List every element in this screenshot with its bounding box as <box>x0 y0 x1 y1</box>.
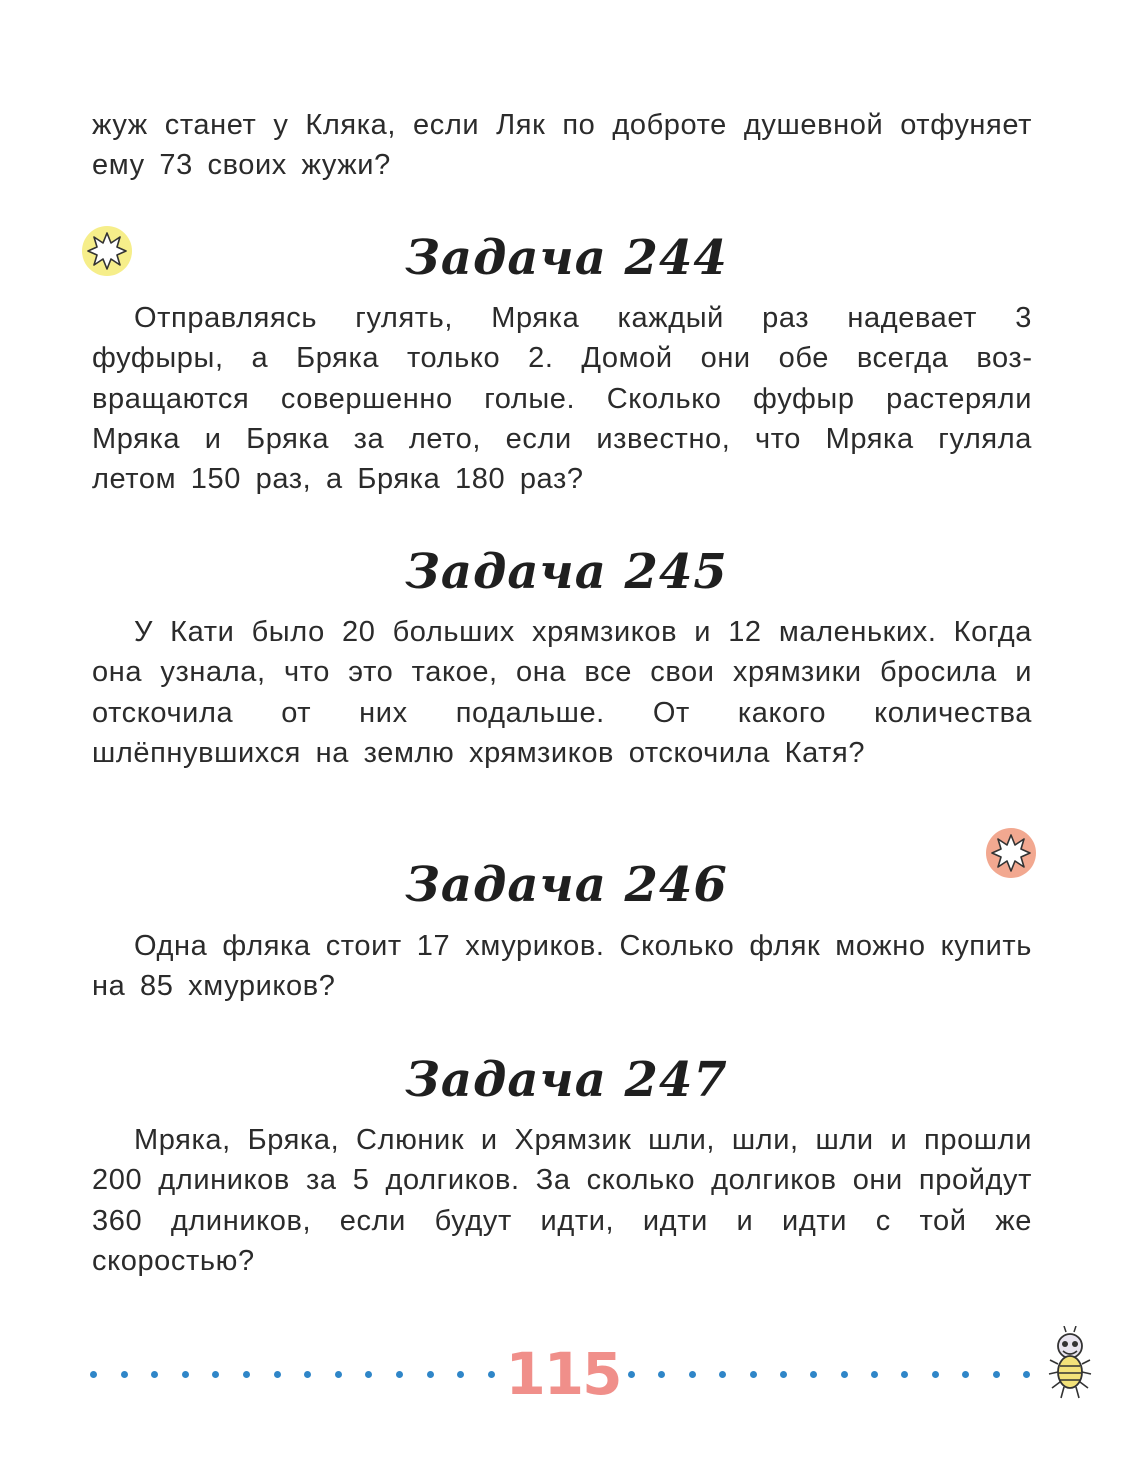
problem-247-text: Мряка, Бряка, Слюник и Хрямзик шли, шли, шли и прошли 200 длиников за 5 долгиков. За сколько долгиков они пройдут 360 длиников, если будут идти, идти и идти с той же скоростью? <box>92 1124 1032 1277</box>
footer-dots-left <box>90 1370 495 1378</box>
problem-246-heading: Задача 246 <box>405 857 728 913</box>
problem-245-text: У Кати было 20 больших хрямзиков и 12 маленьких. Когда она узнала, что это такое, она все свои хрямзики бросила и отскочила от них подальше. От какого количества шлёпнувшихся на землю хрямзиков отскочила Катя? <box>92 616 1032 769</box>
page-number: 115 <box>505 1340 621 1408</box>
bug-mascot-icon <box>1048 1326 1092 1407</box>
problem-246-text: Одна фляка стоит 17 хмуриков. Сколько фляк можно купить на 85 хмуриков? <box>92 930 1032 1003</box>
problem-245-heading: Задача 245 <box>405 544 728 600</box>
problem-247-heading: Задача 247 <box>405 1052 728 1108</box>
problem-244-heading: Задача 244 <box>405 230 728 286</box>
problem-244-text: Отправляясь гулять, Мряка каждый раз надевает 3 фуфыры, а Бряка только 2. Домой они обе всегда возвращаются совершенно голые. Сколько фуфыр растеряли Мряка и Бряка за лето, если известно, что Мряка гуляла летом 150 раз, а Бряка 180 раз? <box>92 302 1032 496</box>
intro-paragraph: жуж станет у Кляка, если Ляк по доброте душевной отфуняет ему 73 своих жужи? <box>92 109 1032 182</box>
footer-dots-right <box>628 1370 1030 1378</box>
